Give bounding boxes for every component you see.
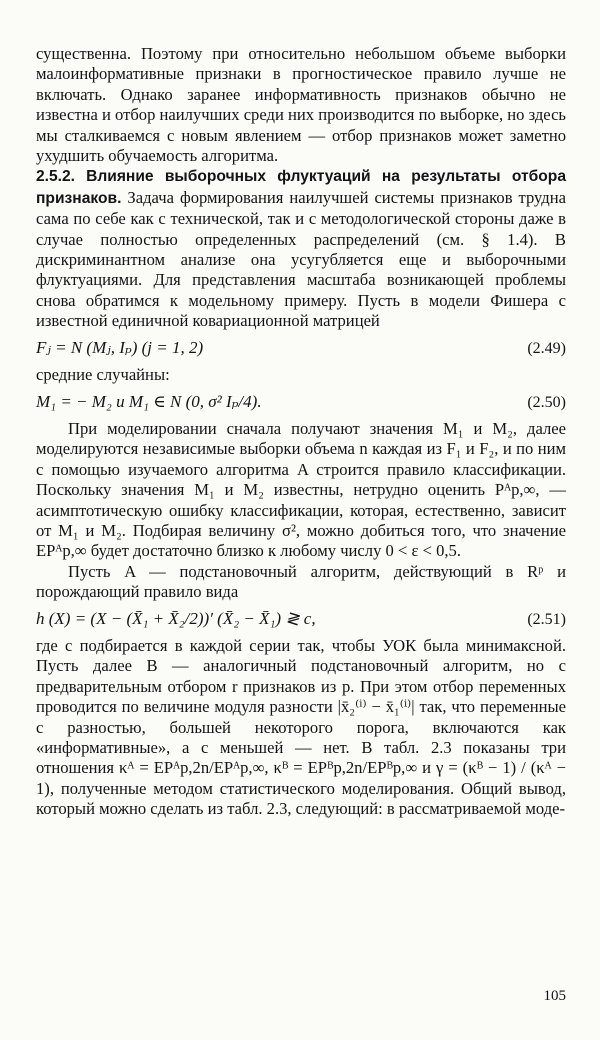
section-number: 2.5.2. [36,168,76,186]
formula-expr: h (X) = (X − (X̄₁ + X̄₂/2))′ (X̄₂ − X̄₁) ≷ c, [36,608,316,628]
section-title: Влияние выборочных флуктуаций на результаты отбора признаков. [36,168,566,207]
section-paragraph [36,166,566,331]
page-number: 105 [543,988,566,1004]
formula-number: (2.50) [527,393,566,411]
section-body: Задача формирования наилучшей системы признаков трудна сама по себе как с технической, так и с методологической стороны даже в случае полностью определенных распределений (см. § 1.4). В дискриминантном анализе она усугубляется еще и выборочными флуктуациями. Для представления масштаба возникающей проблемы снова обратимся к модельному примеру. Пусть в модели Фишера с известной единичной ковариационной матрицей [36,187,566,331]
formula-number: (2.51) [527,610,566,628]
formula-number: (2.49) [527,339,566,357]
formula-2-49 [36,338,566,359]
paragraph-selection: где c подбирается в каждой серии так, чтобы УОК была минимаксной. Пусть далее B — аналогичный подстановочный алгоритм, но с предварительным отбором r признаков из p. При этом отбор переменных проводится по величине модуля разности |x̄₂⁽ⁱ⁾ − x̄₁⁽ⁱ⁾| так, что переменные с разностью, большей некоторого порога, включаются как «информативные», а с меньшей — нет. В табл. 2.3 показаны три отношения κᴬ = EPᴬp,2n/EPᴬp,∞, κᴮ = EPᴮp,2n/EPᴮp,∞ и γ = (κᴮ − 1) / (κᴬ − 1), полученные методом статистического моделирования. Общий вывод, который можно сделать из табл. 2.3, следующий: в рассматриваемой моде- [36,635,566,819]
formula-2-51 [36,609,566,630]
paragraph-means: средние случайны: [36,365,170,385]
formula-expr: Fⱼ = N (Mⱼ, Iₚ) (j = 1, 2) [36,337,204,357]
paragraph-intro: существенна. Поэтому при относительно небольшом объеме выборки малоинформативные признаки в прогностическое правило лучше не включать. Однако заранее информативность признаков обычно не известна и отбор наилучших среди них производится по выборке, но здесь мы сталкиваемся с новым явлением — отбор признаков может заметно ухудшить обучаемость алгоритма. [36,44,566,166]
paragraph-algorithm: Пусть A — подстановочный алгоритм, действующий в Rᵖ и порождающий правило вида [36,561,566,602]
formula-expr: M₁ = − M₂ и M₁ ∈ N (0, σ² Iₚ/4). [36,391,262,411]
paragraph-modeling: При моделировании сначала получают значения M₁ и M₂, далее моделируются независимые выборки объема n каждая из F₁ и F₂, и по ним с помощью изучаемого алгоритма A строится правило классификации. Поскольку значения M₁ и M₂ известны, нетрудно оценить Pᴬp,∞, — асимптотическую ошибку классификации, которая, естественно, зависит от M₁ и M₂. Подбирая величину σ², можно добиться того, что значение EPᴬp,∞ будет достаточно близко к любому числу 0 < ε < 0,5. [36,418,566,561]
formula-2-50 [36,392,566,413]
page-text [36,44,566,820]
